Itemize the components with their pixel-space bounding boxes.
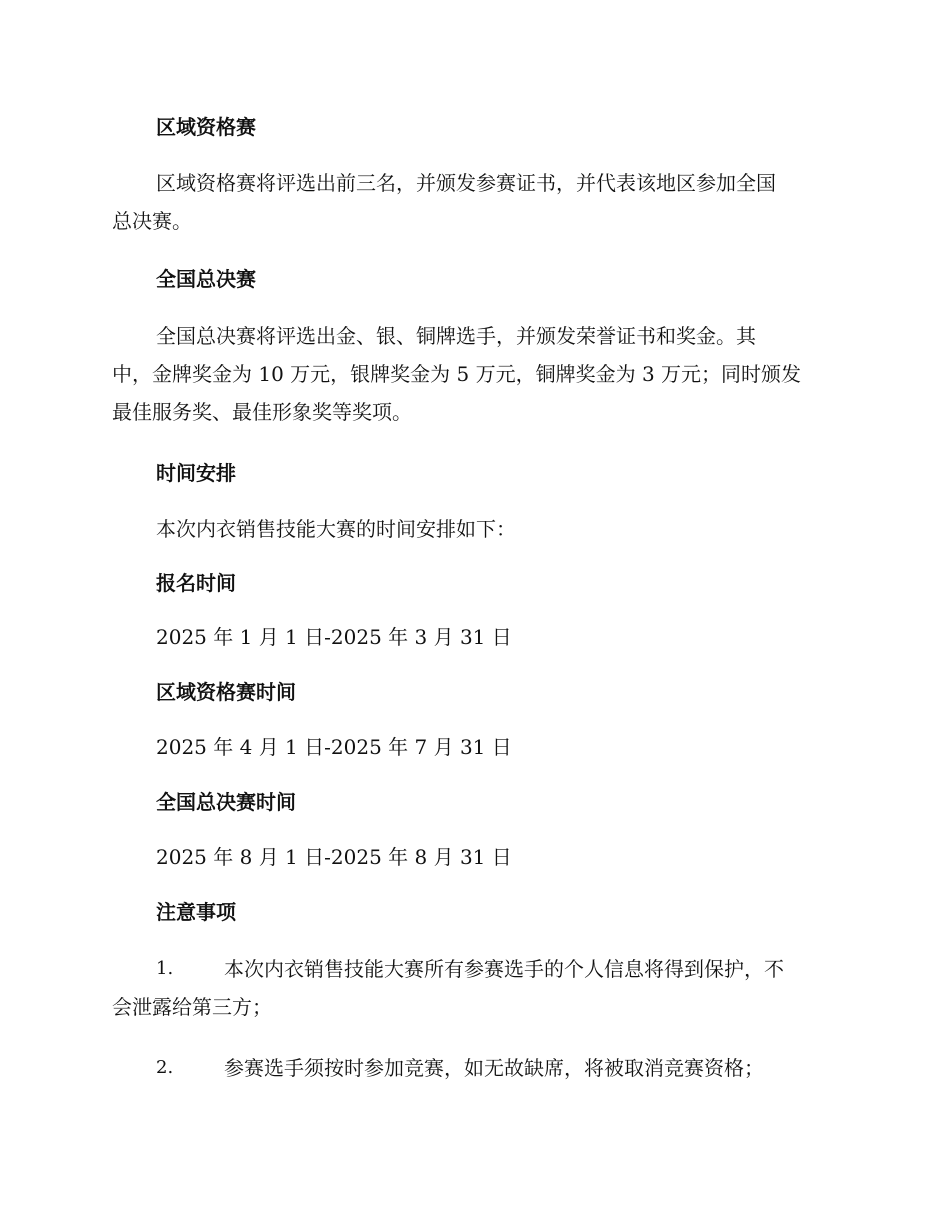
paragraph-regional-qualifier [112,164,834,240]
heading-schedule: 时间安排 [156,461,236,485]
regional-dates: 2025 年 4 月 1 日-2025 年 7 月 31 日 [156,735,512,759]
paragraph-line: 最佳服务奖、最佳形象奖等奖项。 [112,400,412,424]
list-item-line: 参赛选手须按时参加竞赛，如无故缺席，将被取消竞赛资格； [224,1056,764,1080]
heading-regional-time: 区域资格赛时间 [156,680,296,704]
schedule-intro: 本次内衣销售技能大赛的时间安排如下： [156,517,516,541]
national-dates: 2025 年 8 月 1 日-2025 年 8 月 31 日 [156,845,512,869]
list-item-line: 会泄露给第三方； [112,995,272,1019]
heading-national-time: 全国总决赛时间 [156,790,296,814]
list-item-line: 本次内衣销售技能大赛所有参赛选手的个人信息将得到保护，不 [224,957,784,981]
heading-national-final: 全国总决赛 [156,267,256,291]
paragraph-national-final [112,317,834,431]
paragraph-line: 中，金牌奖金为 10 万元，银牌奖金为 5 万元，铜牌奖金为 3 万元；同时颁发 [112,362,802,386]
list-item-number: 1. [156,958,174,979]
heading-notes: 注意事项 [156,900,236,924]
registration-dates: 2025 年 1 月 1 日-2025 年 3 月 31 日 [156,625,512,649]
paragraph-line: 总决赛。 [112,209,192,233]
list-item [112,1049,834,1087]
heading-registration-time: 报名时间 [156,571,236,595]
paragraph-line: 区域资格赛将评选出前三名，并颁发参赛证书，并代表该地区参加全国 [156,171,776,195]
heading-regional-qualifier: 区域资格赛 [156,115,256,139]
list-item-number: 2. [156,1057,174,1078]
list-item [112,950,834,1026]
paragraph-line: 全国总决赛将评选出金、银、铜牌选手，并颁发荣誉证书和奖金。其 [156,324,756,348]
